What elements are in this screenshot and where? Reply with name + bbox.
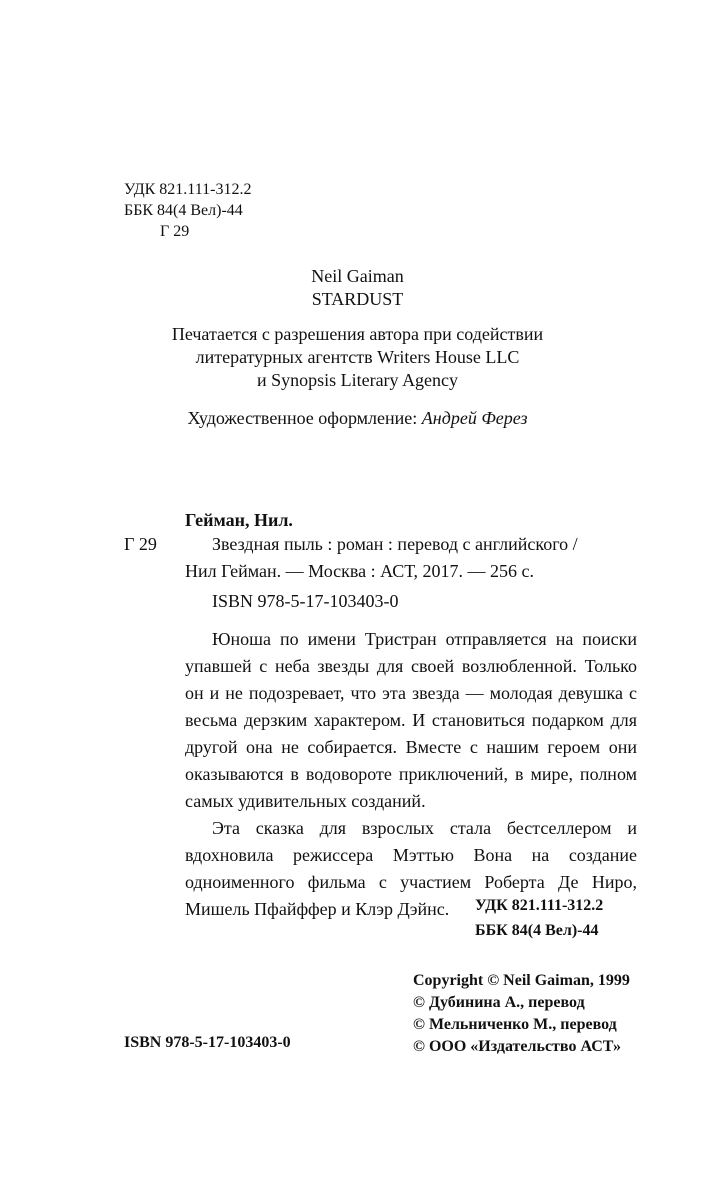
biblio-line-1: Звездная пыль : роман : перевод с английского / <box>212 534 578 554</box>
copyright-block <box>413 970 630 1058</box>
udk-code: УДК 821.111-312.2 <box>124 181 252 198</box>
bbk-code: ББК 84(4 Вел)-44 <box>124 202 243 219</box>
original-author: Neil Gaiman <box>311 266 404 286</box>
top-classification-codes <box>124 179 251 242</box>
rights-line-3: и Synopsis Literary Agency <box>256 370 459 390</box>
rights-line-1: Печатается с разрешения автора при содействии <box>171 324 544 344</box>
annotation-paragraph-1: Юноша по имени Тристран отправляется на поиски упавшей с неба звезды для своей возлюбленной. Только он и не подозревает, что эта звезда — молодая девушка с весьма дерзким характером. И становиться подарком для другой она не собирается. Вместе с нашим героем они оказываются в водовороте приключений, в мире, полном самых удивительных созданий. <box>185 629 637 811</box>
original-title: STARDUST <box>311 289 404 309</box>
isbn-bottom: ISBN 978-5-17-103403-0 <box>124 1034 291 1051</box>
design-artist: Андрей Ферез <box>421 408 528 428</box>
copyright-line-3: © Мельниченко М., перевод <box>413 1016 617 1033</box>
author-sign: Г 29 <box>160 223 190 240</box>
isbn-record: ISBN 978-5-17-103403-0 <box>212 591 399 611</box>
annotation-paragraph-2: Эта сказка для взрослых стала бестселлером и вдохновила режиссера Мэттью Вона на создание одноименного фильма с участием Роберта Де Ниро, Мишель Пфайффер и Клэр Дэйнс. <box>185 818 637 919</box>
author-heading: Гейман, Нил. <box>185 510 293 530</box>
bbk-code-bold: ББК 84(4 Вел)-44 <box>475 922 599 939</box>
copyright-line-1: Copyright © Neil Gaiman, 1999 <box>413 972 630 989</box>
rights-line-2: литературных агентств Writers House LLC <box>195 347 520 367</box>
rights-notice <box>0 323 715 392</box>
design-label: Художественное оформление: <box>187 408 422 428</box>
biblio-line-2: Нил Гейман. — Москва : АСТ, 2017. — 256 с. <box>185 561 534 581</box>
shelf-mark: Г 29 <box>124 534 157 554</box>
original-edition <box>0 265 715 311</box>
design-credit <box>0 407 715 430</box>
classification-codes <box>475 893 603 943</box>
copyright-line-2: © Дубинина А., перевод <box>413 994 585 1011</box>
copyright-line-4: © ООО «Издательство АСТ» <box>413 1038 622 1055</box>
udk-code-bold: УДК 821.111-312.2 <box>475 897 604 914</box>
bibliographic-record <box>185 531 637 585</box>
annotation <box>185 626 637 923</box>
